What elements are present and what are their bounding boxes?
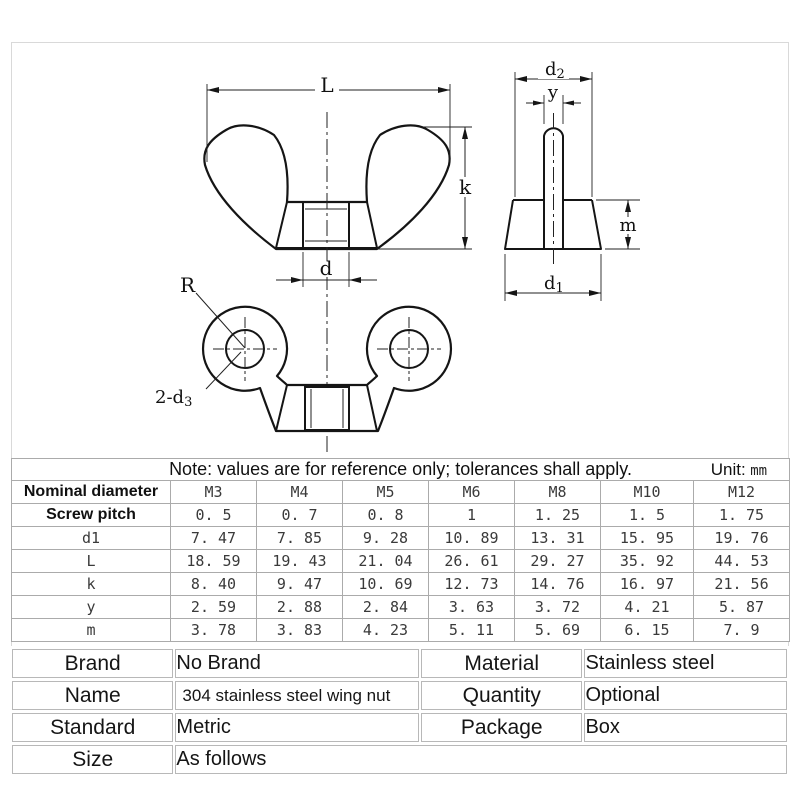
cell: 4. 23 [343,619,429,642]
cell: 18. 59 [171,550,257,573]
cell: M12 [694,481,790,504]
dim-label-m: m [619,215,637,236]
cell: 0. 8 [343,504,429,527]
product-info-table [10,646,789,777]
table-row [12,573,790,596]
cell: 44. 53 [694,550,790,573]
row-label: d1 [12,527,171,550]
field-value-size: As follows [175,745,787,774]
cell: 2. 88 [257,596,343,619]
table-row [12,550,790,573]
cell: 6. 15 [601,619,694,642]
row-label: Screw pitch [12,504,171,527]
cell: M3 [171,481,257,504]
cell: 35. 92 [601,550,694,573]
cell: 0. 7 [257,504,343,527]
dim-label-R: R [180,273,196,297]
cell: 3. 63 [429,596,515,619]
dim-label-k: k [458,175,472,199]
cell: 1. 75 [694,504,790,527]
dim-label-2d3: 2-d3 [155,387,193,410]
cell: 7. 9 [694,619,790,642]
cell: 8. 40 [171,573,257,596]
field-label-name: Name [12,681,173,710]
table-row [12,745,787,774]
cell: 3. 78 [171,619,257,642]
cell: 7. 47 [171,527,257,550]
table-row [12,649,787,678]
cell: M4 [257,481,343,504]
cell: M10 [601,481,694,504]
field-value-material: Stainless steel [584,649,787,678]
cell: 10. 69 [343,573,429,596]
cell: 4. 21 [601,596,694,619]
cell: 9. 28 [343,527,429,550]
field-label-brand: Brand [12,649,173,678]
cell: 5. 69 [515,619,601,642]
cell: 1. 5 [601,504,694,527]
cell: 21. 56 [694,573,790,596]
note-row [12,459,790,481]
dimension-m [596,200,640,249]
table-row [12,619,790,642]
cell: 1 [429,504,515,527]
dim-label-d: d [319,256,333,280]
cell: 29. 27 [515,550,601,573]
cell: 3. 83 [257,619,343,642]
table-row [12,596,790,619]
cell: 2. 84 [343,596,429,619]
cell: 9. 47 [257,573,343,596]
cell: 7. 85 [257,527,343,550]
table-row [12,481,790,504]
cell: 3. 72 [515,596,601,619]
dim-label-L: L [320,73,334,97]
field-value-name: 304 stainless steel wing nut [175,681,419,710]
cell: 16. 97 [601,573,694,596]
field-label-material: Material [421,649,582,678]
cell: 14. 76 [515,573,601,596]
cell: M5 [343,481,429,504]
dim-label-y: y [547,82,559,103]
field-label-quantity: Quantity [421,681,582,710]
row-label: y [12,596,171,619]
table-row [12,504,790,527]
cell: 10. 89 [429,527,515,550]
cell: M6 [429,481,515,504]
side-view [505,59,640,301]
cell: 19. 43 [257,550,343,573]
row-label: m [12,619,171,642]
cell: M8 [515,481,601,504]
cell: 2. 59 [171,596,257,619]
field-label-standard: Standard [12,713,173,742]
cell: 0. 5 [171,504,257,527]
field-value-quantity: Optional [584,681,787,710]
field-label-size: Size [12,745,173,774]
unit-indicator: Unit: mm [710,460,768,479]
row-label: Nominal diameter [12,481,171,504]
field-value-brand: No Brand [175,649,419,678]
table-row [12,681,787,710]
cell: 5. 87 [694,596,790,619]
cell: 1. 25 [515,504,601,527]
cell: 5. 11 [429,619,515,642]
dim-label-d2: d2 [545,59,565,82]
field-label-package: Package [421,713,582,742]
cell: 13. 31 [515,527,601,550]
row-label: L [12,550,171,573]
cell: 15. 95 [601,527,694,550]
dim-label-d1: d1 [544,273,564,296]
row-label: k [12,573,171,596]
cell: 26. 61 [429,550,515,573]
note-text: Note: values are for reference only; tolerances shall apply. [169,459,632,479]
table-row [12,713,787,742]
cell: 21. 04 [343,550,429,573]
cell: 12. 73 [429,573,515,596]
spec-table [11,458,790,642]
cell: 19. 76 [694,527,790,550]
field-value-package: Box [584,713,787,742]
bottom-view [155,273,451,431]
field-value-standard: Metric [175,713,419,742]
table-row [12,527,790,550]
